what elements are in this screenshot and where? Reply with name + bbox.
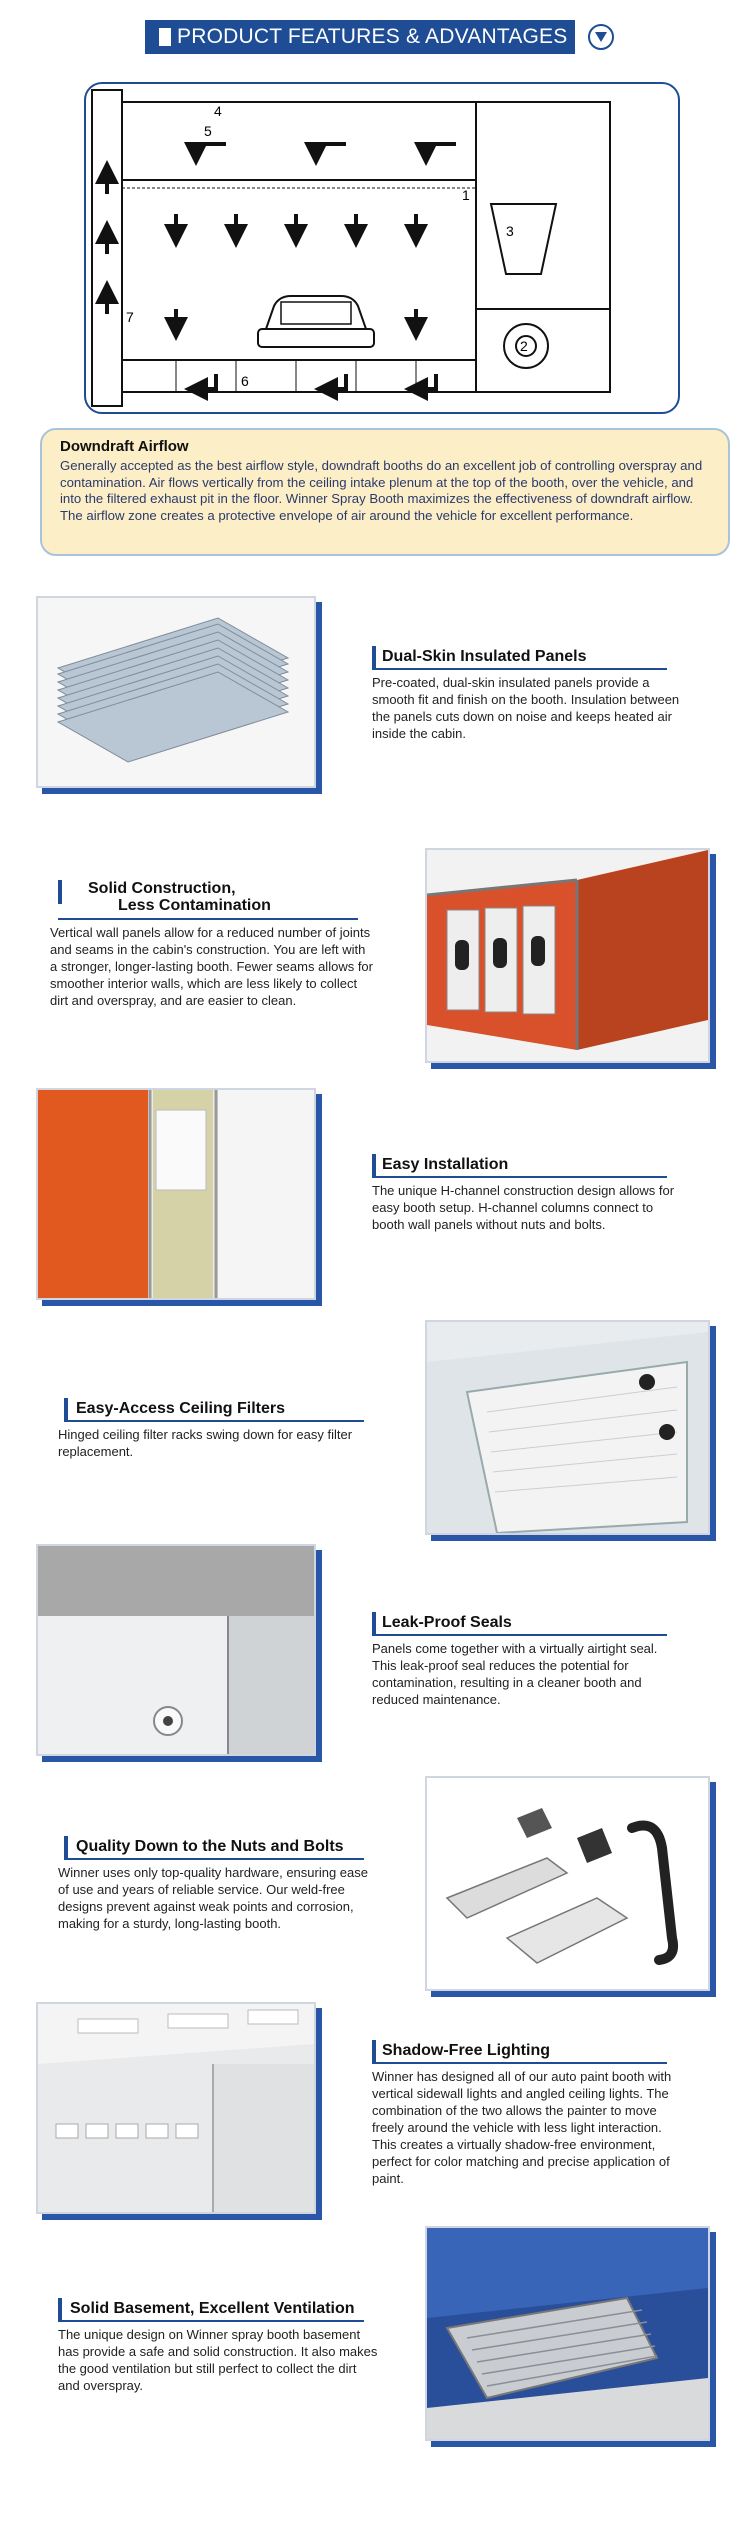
feature-text-construction: Vertical wall panels allow for a reduced number of joints and seams in the cabin's construction. You are left with a stronger, longer-lasting booth. Fewer seams allows for smoother interior walls, which are less likely to collect dirt and overspray, and are easier to clean. bbox=[50, 925, 373, 1008]
feature-text-installation: The unique H-channel construction design allows for easy booth setup. H-channel columns connect to booth wall panels without nuts and bolts. bbox=[372, 1183, 675, 1232]
diagram-label-7: 7 bbox=[126, 309, 134, 325]
feature-text-lighting: Winner has designed all of our auto paint booth with vertical sidewall lights and angled ceiling lights. The combination of the two allows the painter to move freely around the vehicle with less light interaction. This creates a virtually shadow-free environment, perfect for color matching and precise application of paint. bbox=[372, 2069, 672, 2186]
diagram-label-6: 6 bbox=[241, 373, 249, 389]
diagram-label-1: 1 bbox=[462, 187, 470, 203]
feature-text-basement: The unique design on Winner spray booth basement has provide a safe and solid construction. It also makes the good ventilation but still perfect to collect the dirt and overspray. bbox=[58, 2327, 378, 2393]
booth-exterior-image bbox=[425, 848, 710, 1063]
info-text: Generally accepted as the best airflow style, downdraft booths do an excellent job of controlling overspray and contamination. Air flows vertically from the ceiling intake plenum at the top of the booth, over the vehicle, and into the filtered exhaust pit in the floor. Winner Spray Booth maximizes the effectiveness of downdraft airflow. The airflow zone creates a protective envelope of air around the vehicle for excellent performance. bbox=[60, 458, 703, 523]
downdraft-airflow-diagram bbox=[84, 82, 680, 414]
feature-text-hardware: Winner uses only top-quality hardware, ensuring ease of use and years of reliable service. Our weld-free designs prevent against weak points and corrosion, making for a sturdy, long-lasting booth. bbox=[58, 1865, 369, 1931]
panel-seal-image bbox=[36, 1544, 316, 1756]
airflow-diagram-svg bbox=[86, 84, 678, 412]
chevron-down-icon[interactable] bbox=[588, 24, 614, 50]
ceiling-filters-image bbox=[425, 1320, 710, 1535]
hardware-image bbox=[425, 1776, 710, 1991]
feature-text-seals: Panels come together with a virtually airtight seal. This leak-proof seal reduces the potential for contamination, resulting in a cleaner booth and reduced maintenance. bbox=[372, 1641, 658, 1707]
floor-grating-image bbox=[425, 2226, 710, 2441]
h-channel-image bbox=[36, 1088, 316, 1300]
diagram-label-3: 3 bbox=[506, 223, 514, 239]
diagram-label-5: 5 bbox=[204, 123, 212, 139]
info-title: Downdraft Airflow bbox=[60, 438, 189, 455]
diagram-label-2: 2 bbox=[520, 338, 528, 354]
downdraft-airflow-info bbox=[40, 428, 730, 556]
svg-text:.: . bbox=[342, 244, 343, 245]
section-header bbox=[145, 20, 575, 54]
page-title: PRODUCT FEATURES & ADVANTAGES bbox=[177, 25, 568, 48]
insulated-panels-image bbox=[36, 596, 316, 788]
feature-text-filters: Hinged ceiling filter racks swing down for easy filter replacement. bbox=[58, 1427, 353, 1459]
feature-text-panels: Pre-coated, dual-skin insulated panels provide a smooth fit and finish on the booth. Insulation between the panels cuts down on noise and keeps heated air inside the cabin. bbox=[372, 675, 680, 741]
header-marker bbox=[159, 28, 171, 46]
diagram-label-4: 4 bbox=[214, 103, 222, 119]
booth-lighting-image bbox=[36, 2002, 316, 2214]
